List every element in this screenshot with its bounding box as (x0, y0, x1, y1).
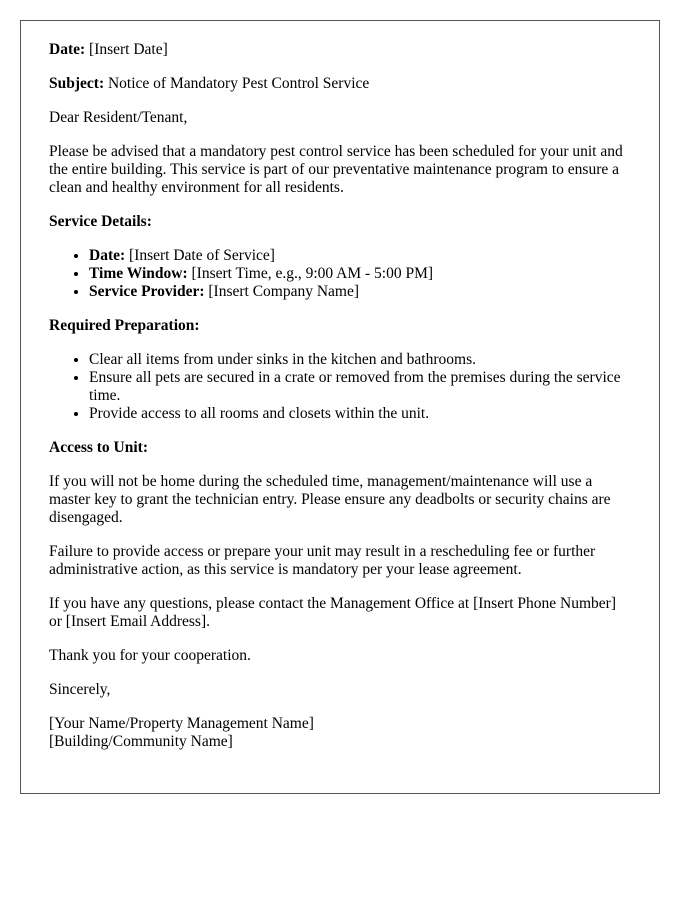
date-line (49, 41, 631, 59)
questions-paragraph: If you have any questions, please contact the Management Office at [Insert Phone Number] or [Insert Email Address]. (49, 595, 616, 630)
service-provider-value: [Insert Company Name] (208, 283, 360, 300)
time-window-label: Time Window: (89, 265, 188, 282)
time-window-value: [Insert Time, e.g., 9:00 AM - 5:00 PM] (191, 265, 434, 282)
service-details-list (49, 247, 631, 301)
letter (20, 20, 660, 794)
service-provider-label: Service Provider: (89, 283, 205, 300)
signature-block (49, 715, 631, 751)
signature-building: [Building/Community Name] (49, 733, 233, 750)
access-to-unit-paragraph: If you will not be home during the scheduled time, management/maintenance will use a master key to grant the technician entry. Please ensure any deadbolts or security chains are disengaged. (49, 473, 611, 526)
list-item (89, 283, 631, 301)
closing-line: Sincerely, (49, 681, 111, 698)
signature-name: [Your Name/Property Management Name] (49, 715, 314, 732)
date-value: [Insert Date] (89, 41, 168, 58)
subject-label: Subject: (49, 75, 105, 92)
required-preparation-list (49, 351, 631, 423)
list-item (89, 247, 631, 265)
salutation: Dear Resident/Tenant, (49, 109, 188, 126)
list-item: • Provide access to all rooms and closets within the unit. (89, 405, 631, 423)
required-preparation-heading: Required Preparation: (49, 317, 200, 334)
subject-value: Notice of Mandatory Pest Control Service (107, 75, 370, 92)
service-details-heading: Service Details: (49, 213, 152, 230)
subject-line (49, 75, 631, 93)
service-date-label: Date: (89, 247, 126, 264)
thanks-line: Thank you for your cooperation. (49, 647, 251, 664)
list-item: • Clear all items from under sinks in the kitchen and bathrooms. (89, 351, 631, 369)
date-label: Date: (49, 41, 86, 58)
list-item: • Ensure all pets are secured in a crate or removed from the premises during the service time. (89, 369, 631, 405)
failure-notice-paragraph: Failure to provide access or prepare your unit may result in a rescheduling fee or further administrative action, as this service is mandatory per your lease agreement. (49, 543, 596, 578)
service-date-value: [Insert Date of Service] (129, 247, 275, 264)
list-item (89, 265, 631, 283)
intro-paragraph: Please be advised that a mandatory pest control service has been scheduled for your unit and the entire building. This service is part of our preventative maintenance program to ensure a clean and healthy environment for all residents. (49, 143, 623, 196)
access-to-unit-heading: Access to Unit: (49, 439, 149, 456)
